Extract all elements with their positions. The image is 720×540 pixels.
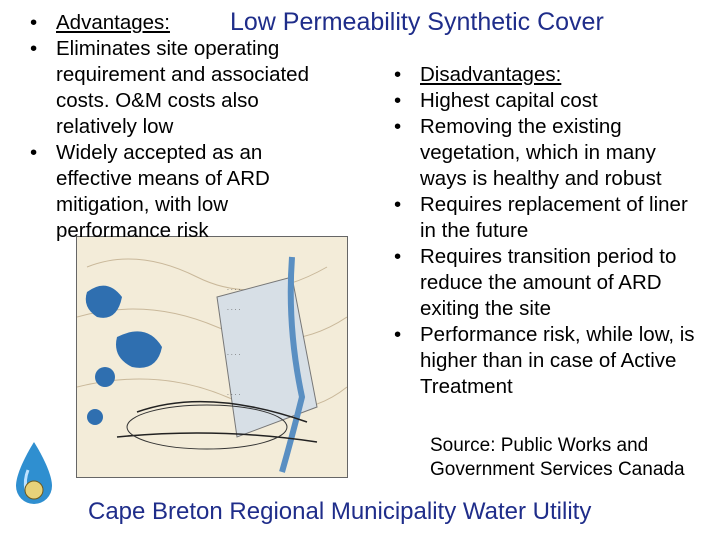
disadvantage-item: • Highest capital cost xyxy=(384,88,704,114)
source-line-1: Source: Public Works and xyxy=(430,435,649,456)
disadvantages-heading: • Disadvantages: xyxy=(384,62,704,88)
advantages-column xyxy=(20,10,330,244)
advantage-item: • Widely accepted as an effective means of ARD mitigation, with low performance risk xyxy=(20,140,330,244)
disadvantage-item: • Requires replacement of liner in the future xyxy=(384,192,704,244)
advantages-list xyxy=(20,10,330,244)
svg-text:· · · ·: · · · · xyxy=(227,392,241,399)
water-drop-logo-icon xyxy=(12,440,56,510)
site-map-drawing xyxy=(77,237,347,477)
svg-text:· · · ·: · · · · xyxy=(227,352,241,359)
source-line-2: Government Services Canada xyxy=(430,459,685,480)
disadvantage-item: • Requires transition period to reduce the amount of ARD exiting the site xyxy=(384,244,704,322)
svg-text:· · · ·: · · · · xyxy=(227,307,241,314)
advantages-heading: • Advantages: xyxy=(20,10,330,36)
footer-organization: Cape Breton Regional Municipality Water Utility xyxy=(88,498,592,525)
disadvantage-item: • Removing the existing vegetation, which in many ways is healthy and robust xyxy=(384,114,704,192)
svg-text:· · · ·: · · · · xyxy=(227,287,241,294)
disadvantages-column xyxy=(384,62,704,400)
advantage-item: • Eliminates site operating requirement and associated costs. O&M costs also relatively low xyxy=(20,36,330,140)
slide-title: Low Permeability Synthetic Cover xyxy=(230,8,604,36)
disadvantage-item: • Performance risk, while low, is higher than in case of Active Treatment xyxy=(384,322,704,400)
site-map-image xyxy=(76,236,348,478)
disadvantages-list xyxy=(384,62,704,400)
source-caption xyxy=(430,434,685,482)
